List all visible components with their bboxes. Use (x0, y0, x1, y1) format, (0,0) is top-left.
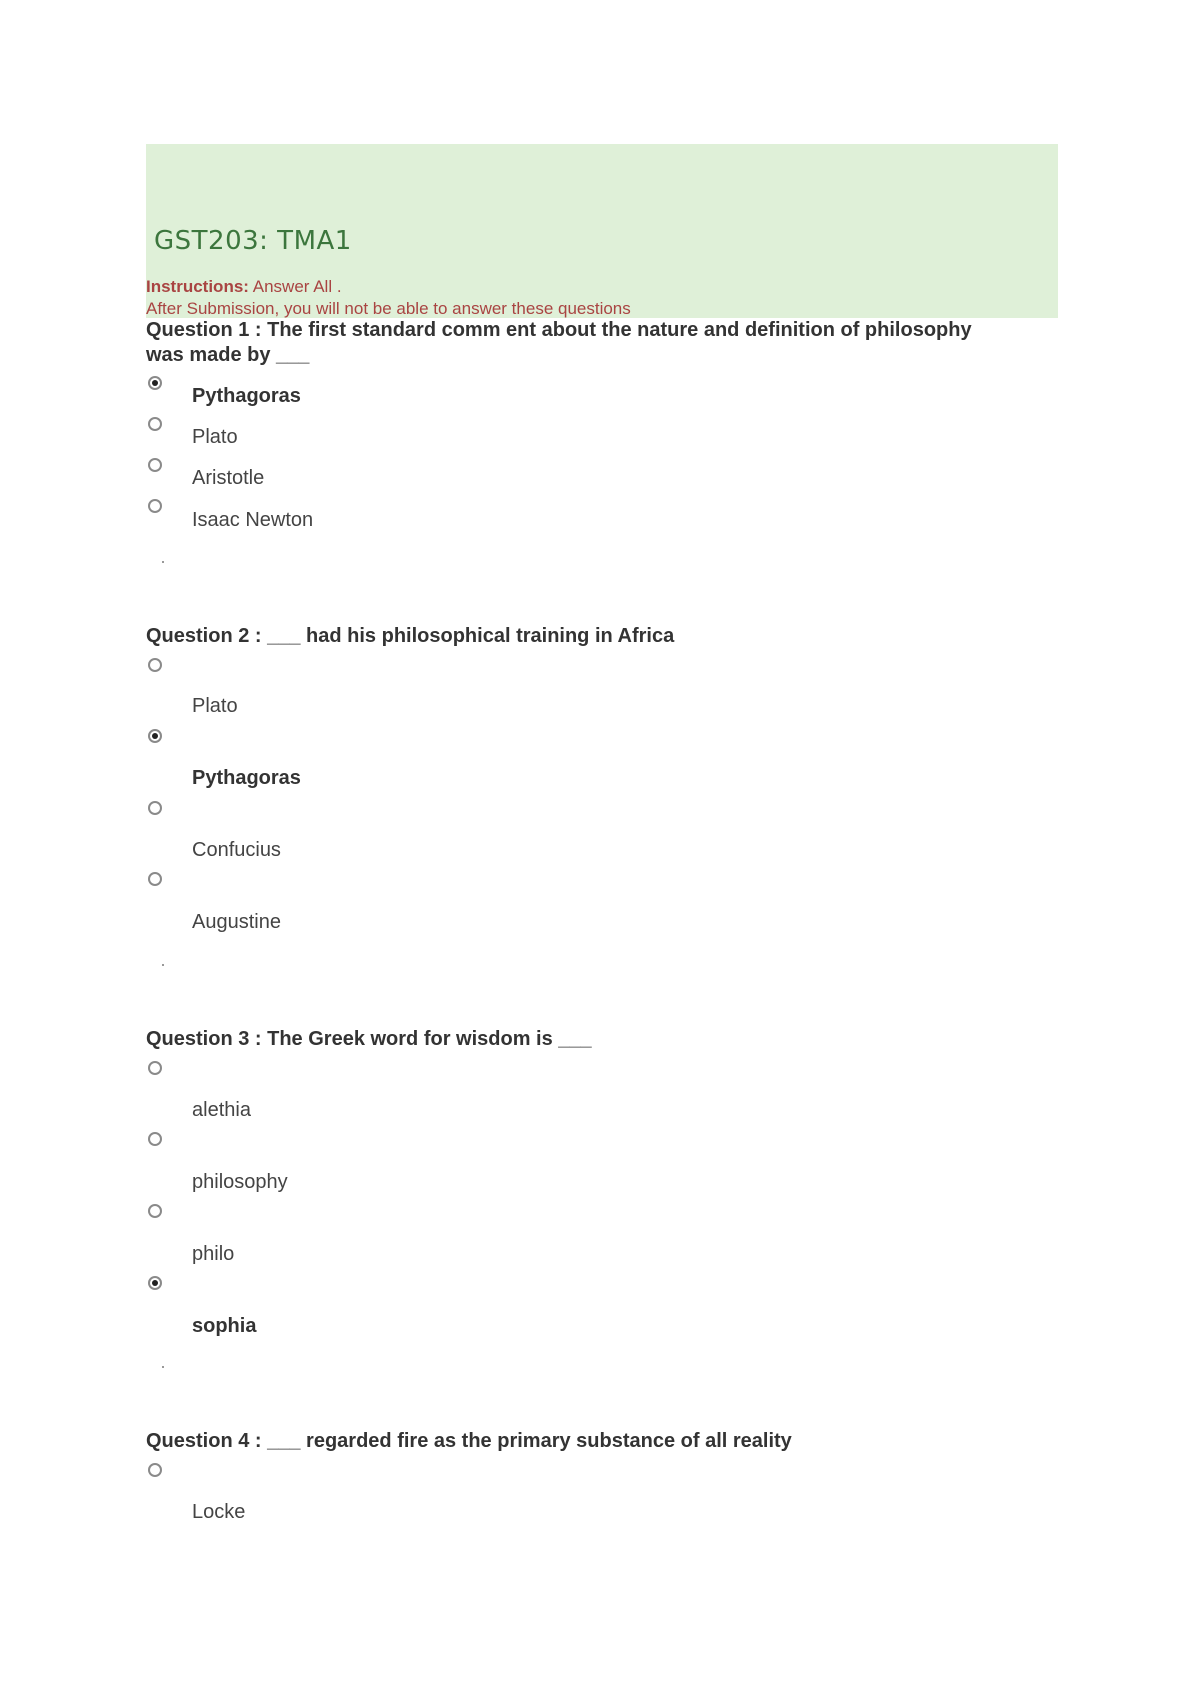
page-title: GST203: TMA1 (154, 226, 352, 256)
q3-option-2-radio[interactable] (148, 1132, 162, 1146)
selected-dot-icon (152, 1280, 158, 1286)
q4-option-1-radio[interactable] (148, 1463, 162, 1477)
selected-dot-icon (152, 733, 158, 739)
q1-option-3-radio[interactable] (148, 458, 162, 472)
q1-option-4-label: Isaac Newton (192, 509, 314, 531)
q3-option-1-radio[interactable] (148, 1061, 162, 1075)
q2-option-2-radio[interactable] (148, 729, 162, 743)
q2-option-3-label: Confucius (192, 839, 281, 861)
selected-dot-icon (152, 380, 158, 386)
q3-option-3-radio[interactable] (148, 1204, 162, 1218)
q1-option-2-label: Plato (192, 426, 238, 448)
q1-option-3-label: Aristotle (192, 467, 265, 489)
q2-option-1-label: Plato (192, 695, 238, 717)
question-2-text: Question 2 : ___ had his philosophical training in Africa (146, 625, 675, 647)
q2-option-4-radio[interactable] (148, 872, 162, 886)
q1-option-1-radio[interactable] (148, 376, 162, 390)
instructions (146, 276, 631, 320)
q2-option-3-radio[interactable] (148, 801, 162, 815)
separator-mark (162, 964, 164, 966)
separator-mark (162, 1366, 164, 1368)
q2-option-4-label: Augustine (192, 911, 281, 933)
submission-warning: After Submission, you will not be able to answer these questions (146, 299, 631, 318)
q3-option-1-label: alethia (192, 1099, 251, 1121)
question-3-text: Question 3 : The Greek word for wisdom is ___ (146, 1028, 592, 1050)
q3-option-4-label: sophia (192, 1315, 257, 1337)
instructions-text: Answer All . (252, 277, 342, 296)
instructions-label: Instructions: (146, 277, 249, 296)
q1-option-1-label: Pythagoras (192, 385, 301, 407)
q3-option-4-radio[interactable] (148, 1276, 162, 1290)
question-4-text: Question 4 : ___ regarded fire as the primary substance of all reality (146, 1430, 792, 1452)
q3-option-3-label: philo (192, 1243, 235, 1265)
q2-option-2-label: Pythagoras (192, 767, 301, 789)
separator-mark (162, 561, 164, 563)
q4-option-1-label: Locke (192, 1501, 246, 1523)
q2-option-1-radio[interactable] (148, 658, 162, 672)
q1-option-2-radio[interactable] (148, 417, 162, 431)
q1-option-4-radio[interactable] (148, 499, 162, 513)
question-1-text: Question 1 : The first standard comm ent about the nature and definition of philosophy was made by ___ (146, 319, 972, 366)
q3-option-2-label: philosophy (192, 1171, 288, 1193)
